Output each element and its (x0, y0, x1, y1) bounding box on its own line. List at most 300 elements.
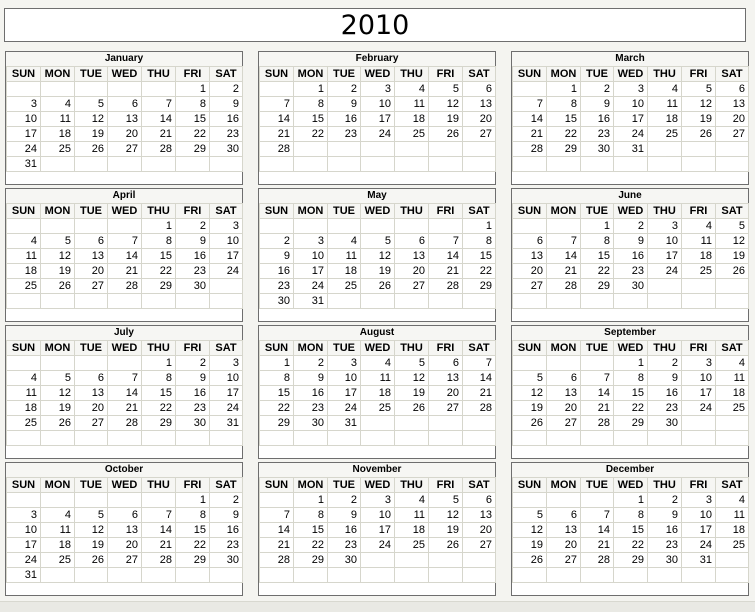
empty-day-cell (429, 157, 463, 172)
empty-day-cell (682, 431, 716, 446)
day-cell: 21 (142, 538, 176, 553)
day-cell: 11 (41, 112, 75, 127)
weekday-header: WED (108, 67, 142, 82)
day-cell: 24 (210, 401, 243, 416)
weekday-header: SAT (463, 341, 496, 356)
empty-day-cell (648, 157, 682, 172)
day-cell: 28 (463, 401, 496, 416)
day-cell: 23 (176, 264, 210, 279)
day-cell: 14 (581, 386, 614, 401)
weekday-header: THU (395, 478, 429, 493)
weekday-header: THU (395, 67, 429, 82)
day-cell: 18 (41, 538, 75, 553)
empty-day-cell (429, 294, 463, 309)
empty-day-cell (547, 157, 581, 172)
day-cell: 27 (395, 279, 429, 294)
day-cell: 12 (41, 249, 75, 264)
day-cell: 30 (581, 142, 614, 157)
empty-day-cell (581, 157, 614, 172)
day-cell: 30 (176, 416, 210, 431)
day-cell: 8 (463, 234, 496, 249)
day-cell: 5 (75, 508, 108, 523)
empty-day-cell (395, 219, 429, 234)
empty-day-cell (614, 568, 648, 583)
day-cell: 17 (682, 386, 716, 401)
weekday-header: SAT (463, 67, 496, 82)
empty-day-cell (463, 142, 496, 157)
day-cell: 11 (716, 508, 749, 523)
day-cell: 22 (463, 264, 496, 279)
day-cell: 11 (328, 249, 361, 264)
week-row (7, 493, 243, 508)
day-cell: 22 (581, 264, 614, 279)
week-row (260, 219, 496, 234)
weekday-header-row (7, 67, 243, 82)
weekday-header: SAT (716, 204, 749, 219)
empty-day-cell (429, 142, 463, 157)
day-cell: 25 (682, 264, 716, 279)
day-cell: 6 (395, 234, 429, 249)
day-cell: 10 (7, 112, 41, 127)
day-cell: 21 (260, 127, 294, 142)
month-august (258, 325, 496, 459)
day-cell: 21 (547, 264, 581, 279)
day-cell: 26 (429, 538, 463, 553)
day-cell: 30 (328, 553, 361, 568)
weekday-header: SUN (7, 67, 41, 82)
day-cell: 6 (429, 356, 463, 371)
weekday-header: THU (648, 204, 682, 219)
day-cell: 14 (142, 523, 176, 538)
day-cell: 12 (682, 97, 716, 112)
day-cell: 21 (513, 127, 547, 142)
empty-day-cell (142, 493, 176, 508)
empty-day-cell (328, 431, 361, 446)
week-row (260, 431, 496, 446)
day-cell: 9 (210, 97, 243, 112)
day-cell: 16 (648, 386, 682, 401)
day-cell: 23 (294, 401, 328, 416)
week-row (260, 553, 496, 568)
day-cell: 30 (294, 416, 328, 431)
day-cell: 26 (716, 264, 749, 279)
week-row (7, 538, 243, 553)
week-row (513, 416, 749, 431)
weekday-header: SAT (716, 67, 749, 82)
weekday-header: MON (294, 204, 328, 219)
week-row (7, 356, 243, 371)
day-cell: 21 (260, 538, 294, 553)
day-cell: 8 (581, 234, 614, 249)
day-cell: 3 (648, 219, 682, 234)
day-cell: 10 (648, 234, 682, 249)
empty-day-cell (142, 568, 176, 583)
week-row (7, 82, 243, 97)
week-row (260, 234, 496, 249)
empty-day-cell (176, 568, 210, 583)
day-cell: 4 (395, 493, 429, 508)
month-name: December (512, 463, 748, 477)
day-cell: 1 (463, 219, 496, 234)
day-cell: 20 (513, 264, 547, 279)
day-cell: 29 (463, 279, 496, 294)
week-row (513, 82, 749, 97)
day-cell: 16 (210, 112, 243, 127)
weekday-header: TUE (328, 341, 361, 356)
weekday-header: MON (547, 341, 581, 356)
weekday-header: WED (614, 341, 648, 356)
day-cell: 22 (614, 538, 648, 553)
week-row (7, 264, 243, 279)
day-cell: 7 (581, 508, 614, 523)
day-cell: 10 (361, 508, 395, 523)
empty-day-cell (108, 568, 142, 583)
day-cell: 10 (210, 371, 243, 386)
day-cell: 20 (108, 538, 142, 553)
month-november (258, 462, 496, 596)
empty-day-cell (75, 356, 108, 371)
day-cell: 31 (614, 142, 648, 157)
month-day-grid (6, 477, 243, 583)
weekday-header: FRI (176, 67, 210, 82)
weekday-header-row (7, 341, 243, 356)
day-cell: 23 (614, 264, 648, 279)
day-cell: 19 (75, 127, 108, 142)
day-cell: 26 (395, 401, 429, 416)
weekday-header: MON (294, 341, 328, 356)
empty-day-cell (260, 431, 294, 446)
empty-day-cell (75, 568, 108, 583)
day-cell: 18 (716, 386, 749, 401)
week-row (7, 219, 243, 234)
empty-day-cell (614, 294, 648, 309)
day-cell: 23 (260, 279, 294, 294)
day-cell: 9 (260, 249, 294, 264)
day-cell: 2 (210, 82, 243, 97)
day-cell: 4 (682, 219, 716, 234)
day-cell: 22 (614, 401, 648, 416)
empty-day-cell (463, 431, 496, 446)
empty-day-cell (513, 157, 547, 172)
day-cell: 4 (41, 508, 75, 523)
day-cell: 31 (210, 416, 243, 431)
day-cell: 20 (429, 386, 463, 401)
weekday-header: THU (142, 478, 176, 493)
day-cell: 19 (429, 523, 463, 538)
weekday-header: TUE (581, 204, 614, 219)
day-cell: 23 (581, 127, 614, 142)
weekday-header-row (7, 204, 243, 219)
empty-day-cell (361, 416, 395, 431)
weekday-header: WED (108, 204, 142, 219)
day-cell: 8 (176, 508, 210, 523)
day-cell: 2 (614, 219, 648, 234)
day-cell: 24 (7, 142, 41, 157)
week-row (260, 523, 496, 538)
day-cell: 25 (7, 416, 41, 431)
week-row (513, 553, 749, 568)
day-cell: 16 (176, 249, 210, 264)
empty-day-cell (547, 493, 581, 508)
day-cell: 23 (328, 538, 361, 553)
weekday-header-row (513, 341, 749, 356)
day-cell: 6 (463, 493, 496, 508)
week-row (7, 234, 243, 249)
day-cell: 11 (648, 97, 682, 112)
weekday-header: TUE (75, 478, 108, 493)
day-cell: 5 (429, 82, 463, 97)
day-cell: 24 (682, 538, 716, 553)
weekday-header: SUN (7, 204, 41, 219)
empty-day-cell (682, 279, 716, 294)
week-row (260, 112, 496, 127)
day-cell: 11 (7, 249, 41, 264)
empty-day-cell (176, 157, 210, 172)
weekday-header: SAT (210, 67, 243, 82)
day-cell: 15 (142, 386, 176, 401)
month-day-grid (6, 340, 243, 446)
weekday-header: SUN (260, 204, 294, 219)
weekday-header: TUE (328, 204, 361, 219)
day-cell: 18 (716, 523, 749, 538)
weekday-header: SAT (210, 478, 243, 493)
weekday-header: SAT (463, 478, 496, 493)
day-cell: 13 (108, 112, 142, 127)
day-cell: 28 (260, 553, 294, 568)
empty-day-cell (395, 157, 429, 172)
day-cell: 1 (260, 356, 294, 371)
day-cell: 20 (108, 127, 142, 142)
day-cell: 12 (41, 386, 75, 401)
day-cell: 14 (260, 523, 294, 538)
day-cell: 3 (614, 82, 648, 97)
day-cell: 28 (142, 553, 176, 568)
empty-day-cell (7, 82, 41, 97)
day-cell: 5 (75, 97, 108, 112)
day-cell: 17 (294, 264, 328, 279)
day-cell: 1 (294, 493, 328, 508)
day-cell: 31 (7, 157, 41, 172)
weekday-header: THU (142, 341, 176, 356)
day-cell: 5 (429, 493, 463, 508)
day-cell: 7 (581, 371, 614, 386)
day-cell: 8 (614, 371, 648, 386)
month-day-grid (259, 203, 496, 309)
empty-day-cell (41, 294, 75, 309)
day-cell: 10 (210, 234, 243, 249)
month-may (258, 188, 496, 322)
empty-day-cell (328, 568, 361, 583)
day-cell: 10 (294, 249, 328, 264)
day-cell: 11 (41, 523, 75, 538)
day-cell: 4 (361, 356, 395, 371)
weekday-header: MON (294, 478, 328, 493)
day-cell: 3 (682, 356, 716, 371)
empty-day-cell (75, 219, 108, 234)
weekday-header-row (7, 478, 243, 493)
weekday-header: FRI (176, 204, 210, 219)
empty-day-cell (210, 568, 243, 583)
day-cell: 18 (682, 249, 716, 264)
empty-day-cell (648, 431, 682, 446)
day-cell: 15 (614, 386, 648, 401)
weekday-header: SUN (7, 478, 41, 493)
week-row (513, 157, 749, 172)
week-row (7, 127, 243, 142)
day-cell: 20 (463, 112, 496, 127)
weekday-header: TUE (581, 67, 614, 82)
empty-day-cell (395, 568, 429, 583)
day-cell: 5 (395, 356, 429, 371)
week-row (260, 264, 496, 279)
day-cell: 23 (210, 127, 243, 142)
day-cell: 6 (75, 234, 108, 249)
week-row (7, 553, 243, 568)
day-cell: 31 (328, 416, 361, 431)
day-cell: 12 (513, 523, 547, 538)
empty-day-cell (648, 568, 682, 583)
day-cell: 30 (648, 416, 682, 431)
empty-day-cell (581, 568, 614, 583)
day-cell: 8 (176, 97, 210, 112)
day-cell: 17 (614, 112, 648, 127)
day-cell: 21 (429, 264, 463, 279)
empty-day-cell (682, 157, 716, 172)
day-cell: 7 (142, 97, 176, 112)
day-cell: 27 (547, 553, 581, 568)
week-row (260, 157, 496, 172)
day-cell: 2 (648, 356, 682, 371)
empty-day-cell (547, 356, 581, 371)
week-row (513, 279, 749, 294)
weekday-header: SUN (513, 67, 547, 82)
empty-day-cell (260, 493, 294, 508)
empty-day-cell (682, 416, 716, 431)
weekday-header: SUN (260, 67, 294, 82)
day-cell: 9 (648, 508, 682, 523)
empty-day-cell (429, 553, 463, 568)
empty-day-cell (41, 356, 75, 371)
day-cell: 16 (260, 264, 294, 279)
day-cell: 11 (395, 508, 429, 523)
week-row (260, 142, 496, 157)
day-cell: 15 (176, 523, 210, 538)
day-cell: 6 (108, 97, 142, 112)
empty-day-cell (75, 294, 108, 309)
week-row (260, 386, 496, 401)
month-day-grid (259, 66, 496, 172)
day-cell: 15 (581, 249, 614, 264)
week-row (513, 219, 749, 234)
day-cell: 30 (176, 279, 210, 294)
week-row (513, 234, 749, 249)
day-cell: 30 (614, 279, 648, 294)
day-cell: 30 (210, 142, 243, 157)
day-cell: 21 (581, 538, 614, 553)
empty-day-cell (328, 294, 361, 309)
day-cell: 1 (294, 82, 328, 97)
day-cell: 26 (75, 142, 108, 157)
weekday-header: MON (547, 67, 581, 82)
day-cell: 18 (41, 127, 75, 142)
day-cell: 24 (614, 127, 648, 142)
day-cell: 27 (463, 127, 496, 142)
day-cell: 2 (210, 493, 243, 508)
empty-day-cell (176, 431, 210, 446)
day-cell: 8 (547, 97, 581, 112)
week-row (513, 294, 749, 309)
empty-day-cell (429, 416, 463, 431)
weekday-header: WED (614, 204, 648, 219)
day-cell: 25 (328, 279, 361, 294)
weekday-header: MON (41, 204, 75, 219)
day-cell: 18 (328, 264, 361, 279)
day-cell: 6 (547, 371, 581, 386)
weekday-header: WED (614, 67, 648, 82)
day-cell: 8 (294, 508, 328, 523)
empty-day-cell (108, 82, 142, 97)
empty-day-cell (294, 142, 328, 157)
empty-day-cell (648, 294, 682, 309)
day-cell: 2 (581, 82, 614, 97)
day-cell: 15 (547, 112, 581, 127)
day-cell: 23 (648, 401, 682, 416)
day-cell: 7 (108, 234, 142, 249)
month-name: August (259, 326, 495, 340)
day-cell: 12 (513, 386, 547, 401)
empty-day-cell (75, 82, 108, 97)
day-cell: 9 (648, 371, 682, 386)
weekday-header: SUN (260, 341, 294, 356)
week-row (513, 568, 749, 583)
empty-day-cell (75, 431, 108, 446)
day-cell: 15 (614, 523, 648, 538)
weekday-header: MON (294, 67, 328, 82)
day-cell: 3 (361, 82, 395, 97)
weekday-header: FRI (682, 67, 716, 82)
weekday-header: SUN (7, 341, 41, 356)
week-row (513, 508, 749, 523)
empty-day-cell (41, 157, 75, 172)
day-cell: 6 (75, 371, 108, 386)
day-cell: 6 (108, 508, 142, 523)
weekday-header: WED (614, 478, 648, 493)
day-cell: 17 (210, 386, 243, 401)
empty-day-cell (210, 431, 243, 446)
weekday-header: MON (41, 341, 75, 356)
day-cell: 5 (41, 371, 75, 386)
weekday-header-row (513, 67, 749, 82)
day-cell: 16 (581, 112, 614, 127)
day-cell: 30 (260, 294, 294, 309)
weekday-header: SAT (210, 204, 243, 219)
day-cell: 5 (682, 82, 716, 97)
day-cell: 8 (142, 234, 176, 249)
empty-day-cell (7, 219, 41, 234)
empty-day-cell (463, 568, 496, 583)
day-cell: 18 (7, 264, 41, 279)
day-cell: 8 (614, 508, 648, 523)
day-cell: 24 (7, 553, 41, 568)
day-cell: 16 (328, 523, 361, 538)
day-cell: 3 (7, 508, 41, 523)
day-cell: 1 (581, 219, 614, 234)
empty-day-cell (260, 82, 294, 97)
month-april (5, 188, 243, 322)
empty-day-cell (648, 142, 682, 157)
day-cell: 28 (108, 279, 142, 294)
empty-day-cell (294, 219, 328, 234)
